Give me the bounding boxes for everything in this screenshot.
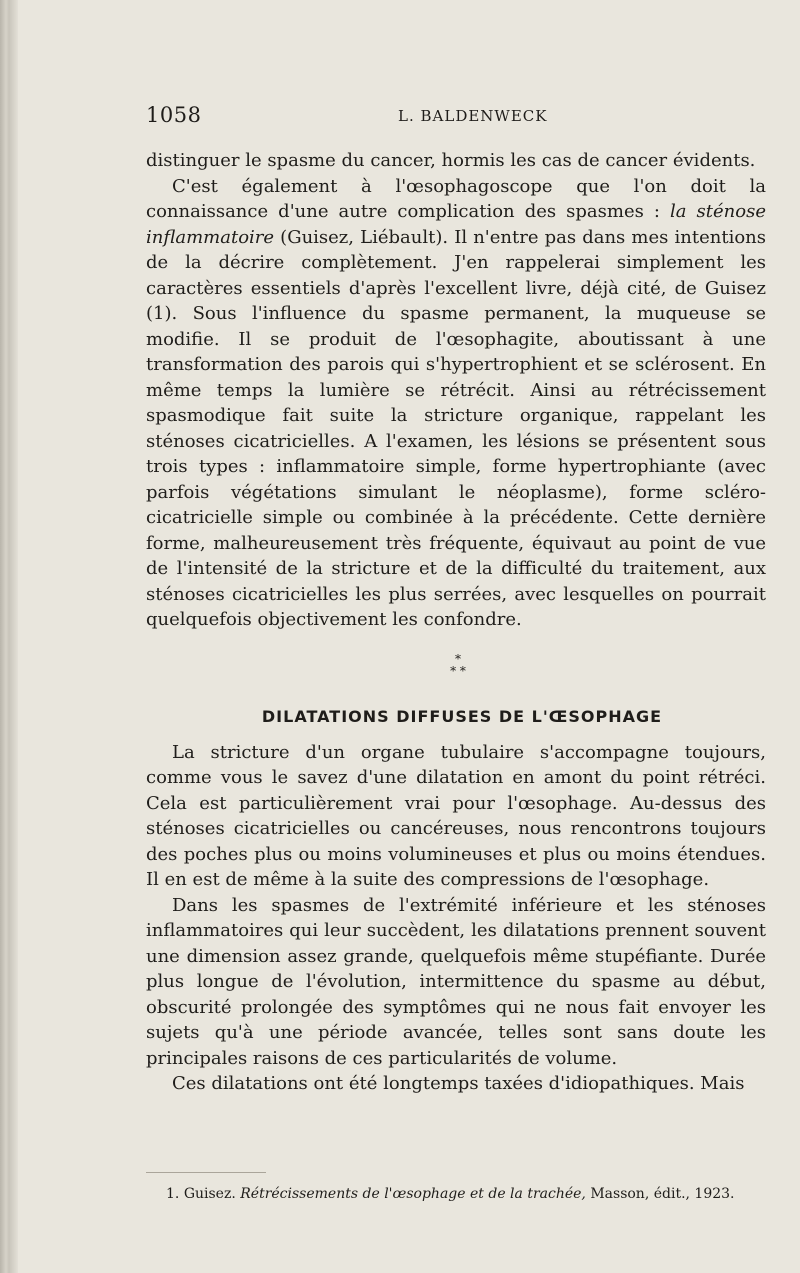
footnote xyxy=(166,1184,766,1204)
running-header xyxy=(146,103,766,133)
separator-top-star: * xyxy=(455,651,461,666)
paragraph-5: Ces dilatations ont été longtemps taxées d'idiopathiques. Mais xyxy=(172,1073,745,1094)
page-body xyxy=(146,148,766,1097)
separator-bottom-stars: * * xyxy=(450,663,466,678)
footnote-author: Guisez. xyxy=(183,1186,236,1202)
paragraph-2 xyxy=(146,174,766,633)
footnote-number: 1. xyxy=(166,1186,180,1202)
running-author: L. BALDENWECK xyxy=(398,107,548,125)
footnote-title: Rétrécissements de l'œsophage et de la trachée, xyxy=(240,1186,586,1202)
paragraph-1: distinguer le spasme du cancer, hormis les cas de cancer évidents. xyxy=(146,150,756,171)
paragraph-2-part-1: C'est également à l'œsophagoscope que l'on doit la connaissance d'une autre complication des spasmes : xyxy=(146,175,766,222)
book-page xyxy=(146,0,766,1273)
book-binding-edge xyxy=(0,0,18,1273)
section-title: DILATATIONS DIFFUSES DE L'ŒSOPHAGE xyxy=(261,706,663,726)
paragraph-2-italic-term: la sténose inflammatoire xyxy=(146,201,766,248)
footnote-rule xyxy=(146,1172,266,1173)
paragraph-2-part-2: (Guisez, Liébault). Il n'entre pas dans mes intentions de la décrire complètement. J'en rappelerai simplement les caractères essentiels d'après l'excellent livre, déjà cité, de Guisez (1). Sous l'influence du spasme permanent, la muqueuse se modifie. Il se produit de l'œsophagite, aboutissant à une transformation des parois qui s'hypertrophient et se sclérosent. En même temps la lumière se rétrécit. Ainsi au rétrécissement spasmodique fait suite la stricture organique, rappelant les sténoses cicatricielles. A l'examen, les lésions se présentent sous trois types : inflammatoire simple, forme hypertrophiante (avec parfois végétations simulant le néoplasme), forme scléro-cicatricielle simple ou combinée à la précédente. Cette dernière forme, malheureusement très fréquente, équivaut au point de vue de l'intensité de la stricture et de la difficulté du traitement, aux sténoses cicatricielles les plus serrées, avec lesquelles on pourrait quelquefois objectivement les confondre. xyxy=(146,226,766,630)
section-separator xyxy=(146,653,766,677)
page-number: 1058 xyxy=(146,103,202,127)
paragraph-4: Dans les spasmes de l'extrémité inférieure et les sténoses inflammatoires qui leur succèdent, les dilatations prennent souvent une dimension assez grande, quelquefois même stupéfiante. Durée plus longue de l'évolution, intermittence du spasme au début, obscurité prolongée des symptômes qui ne nous fait envoyer les sujets qu'à une période avancée, telles sont sans doute les principales raisons de ces particularités de volume. xyxy=(146,894,766,1069)
paragraph-3: La stricture d'un organe tubulaire s'accompagne toujours, comme vous le savez d'une dilatation en amont du point rétréci. Cela est particulièrement vrai pour l'œsophage. Au-dessus des sténoses cicatricielles ou cancéreuses, nous rencontrons toujours des poches plus ou moins volumineuses et plus ou moins étendues. Il en est de même à la suite des compressions de l'œsophage. xyxy=(146,741,766,890)
footnote-publisher: Masson, édit., 1923. xyxy=(590,1186,735,1202)
